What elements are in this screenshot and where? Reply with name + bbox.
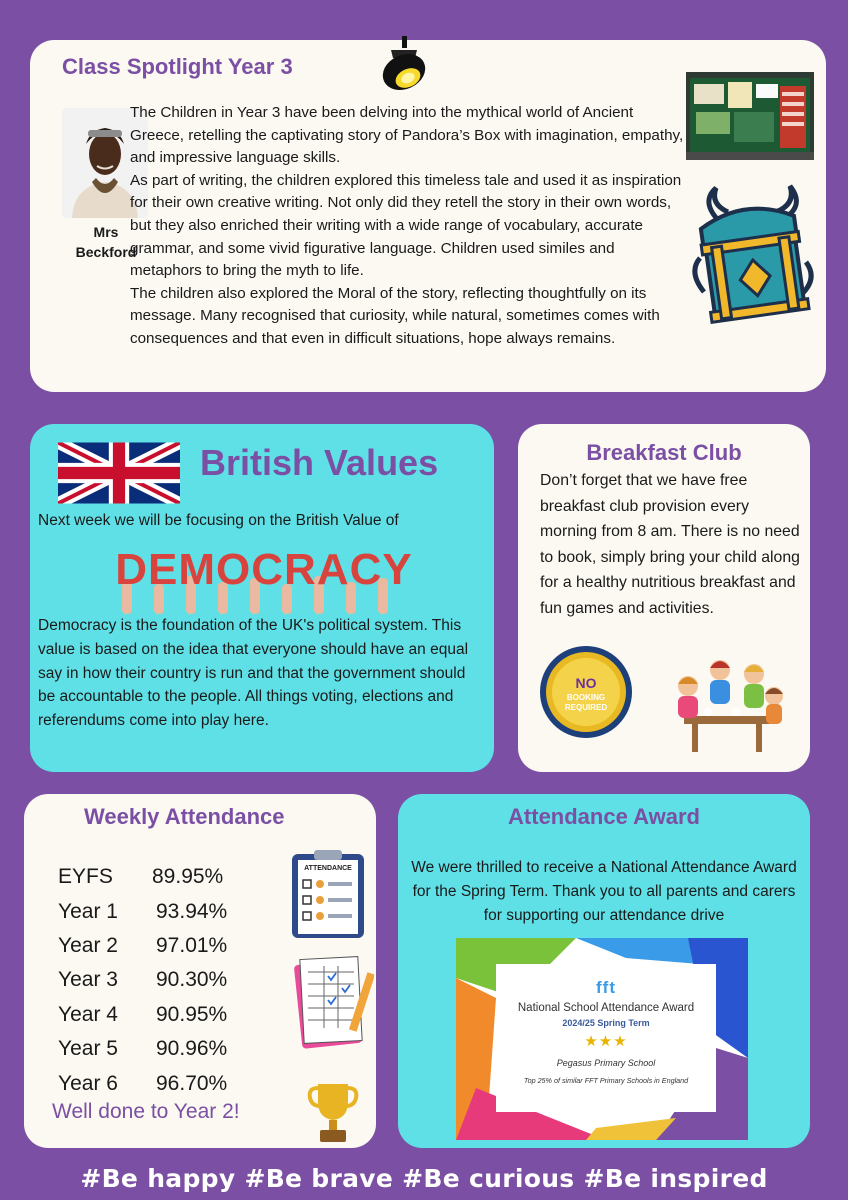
british-values-intro: Next week we will be focusing on the British Value of	[38, 512, 399, 529]
classroom-display-photo	[686, 72, 814, 160]
certificate-stars: ★★★	[584, 1033, 628, 1050]
table-row	[58, 929, 227, 963]
spotlight-lamp-icon	[375, 36, 435, 92]
british-values-title: British Values	[200, 442, 439, 483]
row-value: 90.30%	[156, 968, 228, 992]
breakfast-club-body: Don’t forget that we have free breakfast club provision every morning from 8 am. There is no need to book, simply bring your child along for a healthy nutritious breakfast and fun games and activities.	[540, 472, 800, 617]
row-label: Year 4	[58, 1002, 118, 1026]
award-certificate	[456, 938, 748, 1140]
attendance-table	[58, 860, 227, 1101]
certificate-note: Top 25% of similar FFT Primary Schools in England	[523, 1076, 689, 1085]
well-done-message: Well done to Year 2!	[52, 1100, 240, 1123]
clipboard-label: ATTENDANCE	[304, 865, 352, 872]
footer-hashtags: #Be happy #Be brave #Be curious #Be inspired	[80, 1164, 768, 1193]
spotlight-paragraph: The children also explored the Moral of the story, reflecting thoughtfully on its message. Many recognised that curiosity, while natural, sometimes comes with consequences and that even in difficult situations, hope always remains.	[130, 284, 660, 347]
breakfast-club-title: Breakfast Club	[586, 440, 742, 465]
union-jack-flag-icon	[58, 438, 180, 508]
certificate-title: National School Attendance Award	[517, 1002, 695, 1014]
row-value: 89.95%	[152, 865, 224, 889]
children-breakfast-illustration	[664, 646, 788, 756]
attendance-award-card	[398, 794, 810, 1148]
pandora-box-icon	[690, 182, 816, 332]
weekly-attendance-title: Weekly Attendance	[84, 804, 285, 829]
spotlight-paragraph: The Children in Year 3 have been delving into the mythical world of Ancient Greece, retelling the captivating story of Pandora’s Box with imagination, empathy, and impressive language skills.	[130, 104, 684, 167]
fft-logo: fft	[596, 978, 616, 997]
teacher-surname: Beckford	[75, 244, 137, 260]
table-row	[58, 963, 227, 997]
democracy-word-graphic	[114, 536, 414, 614]
british-values-card	[30, 424, 494, 772]
row-label: Year 5	[58, 1037, 118, 1061]
badge-text-booking: BOOKING	[566, 693, 606, 702]
certificate-content	[496, 964, 716, 1112]
row-value: 93.94%	[156, 899, 228, 923]
table-row	[58, 894, 227, 928]
spotlight-body	[130, 102, 690, 351]
spotlight-paragraph: As part of writing, the children explored this timeless tale and used it as inspiration for their own creative writing. Not only did they retell the story in their own words, but they also enriched their writing with a wide range of vocabulary, accurate grammar, and some vivid figurative language. Children used similes and metaphors to bring the myth to life.	[130, 171, 682, 280]
certificate-school: Pegasus Primary School	[556, 1058, 656, 1068]
badge-text-required: REQUIRED	[564, 703, 608, 712]
certificate-term: 2024/25 Spring Term	[562, 1018, 650, 1028]
british-values-body: Democracy is the foundation of the UK's political system. This value is based on the idea that everyone should have an equal say in how their country is run and that the government should be accountable to the people. All things voting, elections and referendums come into play here.	[38, 617, 469, 730]
row-label: Year 1	[58, 899, 118, 923]
trophy-icon	[306, 1078, 360, 1146]
no-booking-badge-icon	[538, 644, 634, 740]
attendance-award-title: Attendance Award	[508, 804, 700, 829]
teacher-title: Mrs	[93, 224, 119, 240]
class-spotlight-card	[30, 40, 826, 392]
row-label: Year 2	[58, 933, 118, 957]
table-row	[58, 860, 227, 894]
attendance-award-body: We were thrilled to receive a National Attendance Award for the Spring Term. Thank you to all parents and carers for supporting our attendance drive	[411, 859, 797, 924]
row-label: Year 3	[58, 968, 118, 992]
row-value: 96.70%	[156, 1071, 228, 1095]
democracy-word: DEMOCRACY	[115, 545, 413, 594]
badge-text-no: NO	[575, 675, 597, 691]
attendance-clipboard-icon	[290, 848, 366, 940]
row-value: 90.95%	[156, 1002, 228, 1026]
spotlight-title: Class Spotlight Year 3	[62, 54, 293, 79]
checklist-sheet-icon	[294, 952, 374, 1052]
row-value: 97.01%	[156, 933, 228, 957]
breakfast-club-card	[518, 424, 810, 772]
table-row	[58, 1066, 227, 1100]
weekly-attendance-card	[24, 794, 376, 1148]
row-label: EYFS	[58, 865, 113, 889]
table-row	[58, 1032, 227, 1066]
row-value: 90.96%	[156, 1037, 228, 1061]
table-row	[58, 998, 227, 1032]
row-label: Year 6	[58, 1071, 118, 1095]
